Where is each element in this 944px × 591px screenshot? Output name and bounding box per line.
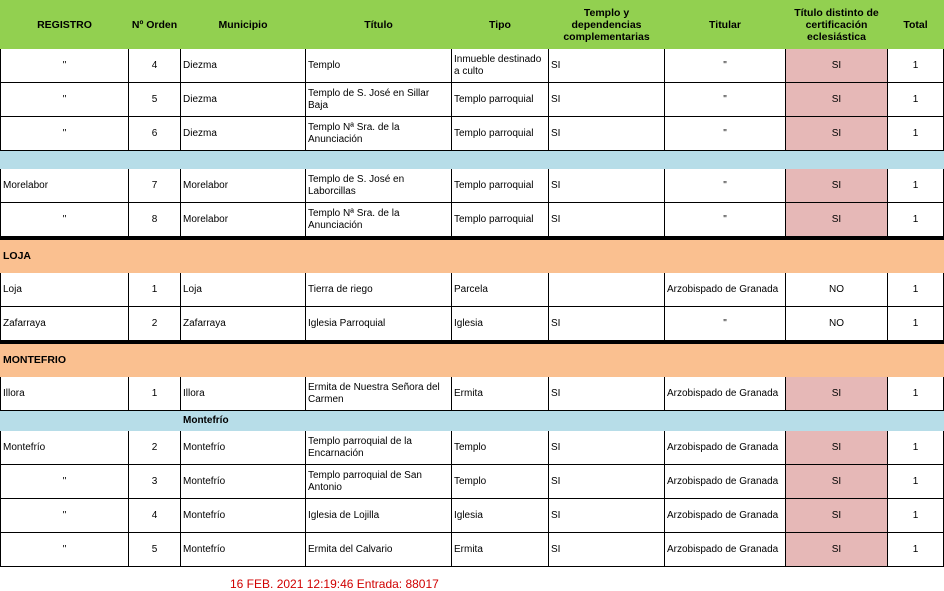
blue-separator-cell <box>665 151 786 169</box>
subheader-montefrio-cell: Montefrío <box>181 411 306 431</box>
cell-cert: SI <box>786 431 888 465</box>
section-montefrio-cell <box>665 342 786 377</box>
cell-municipio: Loja <box>181 273 306 307</box>
subheader-montefrio-cell <box>306 411 452 431</box>
blue-separator-cell <box>1 151 129 169</box>
cell-tipo: Templo parroquial <box>452 117 549 151</box>
cell-orden: 5 <box>129 83 181 117</box>
cell-registro: " <box>1 49 129 83</box>
cell-registro: " <box>1 117 129 151</box>
cell-total: 1 <box>888 169 944 203</box>
cell-titulo: Templo de S. José en Sillar Baja <box>306 83 452 117</box>
cell-registro: " <box>1 465 129 499</box>
cell-orden: 3 <box>129 465 181 499</box>
subheader-montefrio-cell <box>452 411 549 431</box>
cell-templo <box>549 273 665 307</box>
cell-titulo: Templo Nª Sra. de la Anunciación <box>306 117 452 151</box>
cell-tipo: Iglesia <box>452 499 549 533</box>
section-montefrio-cell: MONTEFRIO <box>1 342 129 377</box>
cell-titular: Arzobispado de Granada <box>665 533 786 567</box>
cell-total: 1 <box>888 377 944 411</box>
cell-titular: Arzobispado de Granada <box>665 465 786 499</box>
cell-registro: Loja <box>1 273 129 307</box>
cell-orden: 2 <box>129 307 181 343</box>
header-titular: Titular <box>665 1 786 49</box>
cell-tipo: Inmueble destinado a culto <box>452 49 549 83</box>
blue-separator-cell <box>306 151 452 169</box>
cell-titulo: Templo de S. José en Laborcillas <box>306 169 452 203</box>
cell-total: 1 <box>888 465 944 499</box>
table-row <box>1 83 944 117</box>
cell-cert: NO <box>786 307 888 343</box>
cell-titular: Arzobispado de Granada <box>665 499 786 533</box>
table-row <box>1 431 944 465</box>
header-municipio: Municipio <box>181 1 306 49</box>
cell-registro: Zafarraya <box>1 307 129 343</box>
cell-orden: 4 <box>129 499 181 533</box>
cell-orden: 8 <box>129 203 181 239</box>
table-row <box>1 117 944 151</box>
table-row <box>1 273 944 307</box>
cell-templo: SI <box>549 49 665 83</box>
cell-orden: 1 <box>129 273 181 307</box>
blue-separator-cell <box>452 151 549 169</box>
cell-municipio: Diezma <box>181 83 306 117</box>
section-montefrio <box>1 342 944 377</box>
cell-total: 1 <box>888 117 944 151</box>
cell-total: 1 <box>888 533 944 567</box>
cell-registro: " <box>1 203 129 239</box>
cell-total: 1 <box>888 203 944 239</box>
section-montefrio-cell <box>306 342 452 377</box>
cell-registro: " <box>1 83 129 117</box>
cell-tipo: Templo <box>452 465 549 499</box>
cell-titulo: Templo parroquial de San Antonio <box>306 465 452 499</box>
cell-titular: Arzobispado de Granada <box>665 431 786 465</box>
cell-templo: SI <box>549 465 665 499</box>
cell-orden: 7 <box>129 169 181 203</box>
cell-registro: Montefrío <box>1 431 129 465</box>
cell-titular: " <box>665 49 786 83</box>
table-row <box>1 169 944 203</box>
section-loja-cell <box>181 238 306 273</box>
cell-orden: 1 <box>129 377 181 411</box>
cell-titulo: Templo Nª Sra. de la Anunciación <box>306 203 452 239</box>
table-row <box>1 377 944 411</box>
cell-registro: Illora <box>1 377 129 411</box>
cell-municipio: Montefrío <box>181 431 306 465</box>
cell-cert: SI <box>786 169 888 203</box>
blue-separator-cell <box>786 151 888 169</box>
header-total: Total <box>888 1 944 49</box>
section-loja-cell <box>129 238 181 273</box>
cell-municipio: Morelabor <box>181 169 306 203</box>
cell-titular: Arzobispado de Granada <box>665 273 786 307</box>
cell-total: 1 <box>888 49 944 83</box>
cell-cert: SI <box>786 83 888 117</box>
entry-stamp: 16 FEB. 2021 12:19:46 Entrada: 88017 <box>230 577 439 591</box>
section-loja-cell <box>786 238 888 273</box>
table-row <box>1 307 944 343</box>
blue-separator <box>1 151 944 169</box>
section-montefrio-cell <box>181 342 306 377</box>
cell-titulo: Templo <box>306 49 452 83</box>
subheader-montefrio-cell <box>129 411 181 431</box>
cell-titulo: Iglesia Parroquial <box>306 307 452 343</box>
cell-cert: SI <box>786 117 888 151</box>
cell-templo: SI <box>549 117 665 151</box>
section-loja-cell <box>306 238 452 273</box>
cell-tipo: Templo parroquial <box>452 203 549 239</box>
cell-titular: " <box>665 203 786 239</box>
blue-separator-cell <box>129 151 181 169</box>
section-loja-cell <box>452 238 549 273</box>
cell-titulo: Ermita de Nuestra Señora del Carmen <box>306 377 452 411</box>
cell-cert: SI <box>786 49 888 83</box>
cell-cert: SI <box>786 499 888 533</box>
table-row <box>1 203 944 239</box>
cell-municipio: Zafarraya <box>181 307 306 343</box>
cell-titular: " <box>665 83 786 117</box>
section-montefrio-cell <box>549 342 665 377</box>
table-row <box>1 465 944 499</box>
header-registro: REGISTRO <box>1 1 129 49</box>
cell-total: 1 <box>888 499 944 533</box>
blue-separator-cell <box>549 151 665 169</box>
cell-titulo: Ermita del Calvario <box>306 533 452 567</box>
cell-titular: Arzobispado de Granada <box>665 377 786 411</box>
cell-cert: SI <box>786 377 888 411</box>
header-tipo: Tipo <box>452 1 549 49</box>
cell-templo: SI <box>549 499 665 533</box>
section-loja-cell <box>888 238 944 273</box>
cell-titular: " <box>665 307 786 343</box>
cell-municipio: Diezma <box>181 49 306 83</box>
cell-tipo: Ermita <box>452 533 549 567</box>
cell-templo: SI <box>549 377 665 411</box>
cell-tipo: Ermita <box>452 377 549 411</box>
table-row <box>1 499 944 533</box>
section-loja <box>1 238 944 273</box>
header-titulo: Título <box>306 1 452 49</box>
subheader-montefrio-cell <box>888 411 944 431</box>
subheader-montefrio-cell <box>665 411 786 431</box>
cell-registro: Morelabor <box>1 169 129 203</box>
cell-municipio: Montefrío <box>181 533 306 567</box>
cell-cert: SI <box>786 203 888 239</box>
cell-cert: SI <box>786 533 888 567</box>
cell-registro: " <box>1 533 129 567</box>
header-row <box>1 1 944 49</box>
cell-total: 1 <box>888 273 944 307</box>
cell-templo: SI <box>549 83 665 117</box>
cell-municipio: Diezma <box>181 117 306 151</box>
cell-cert: NO <box>786 273 888 307</box>
cell-tipo: Templo parroquial <box>452 169 549 203</box>
header-certificacion: Título distinto de certificación eclesiástica <box>786 1 888 49</box>
cell-titular: " <box>665 117 786 151</box>
cell-total: 1 <box>888 307 944 343</box>
cell-templo: SI <box>549 307 665 343</box>
cell-titulo: Tierra de riego <box>306 273 452 307</box>
cell-total: 1 <box>888 431 944 465</box>
cell-orden: 6 <box>129 117 181 151</box>
table-body <box>1 49 944 567</box>
cell-tipo: Iglesia <box>452 307 549 343</box>
header-orden: Nº Orden <box>129 1 181 49</box>
cell-titular: " <box>665 169 786 203</box>
subheader-montefrio-cell <box>549 411 665 431</box>
cell-orden: 5 <box>129 533 181 567</box>
subheader-montefrio-cell <box>786 411 888 431</box>
subheader-montefrio <box>1 411 944 431</box>
header-templo: Templo y dependencias complementarias <box>549 1 665 49</box>
cell-municipio: Montefrío <box>181 499 306 533</box>
cell-orden: 2 <box>129 431 181 465</box>
cell-titulo: Iglesia de Lojilla <box>306 499 452 533</box>
subheader-montefrio-cell <box>1 411 129 431</box>
blue-separator-cell <box>888 151 944 169</box>
cell-municipio: Montefrío <box>181 465 306 499</box>
cell-tipo: Templo <box>452 431 549 465</box>
cell-registro: " <box>1 499 129 533</box>
cell-orden: 4 <box>129 49 181 83</box>
table-row <box>1 533 944 567</box>
cell-total: 1 <box>888 83 944 117</box>
cell-templo: SI <box>549 203 665 239</box>
section-loja-cell <box>665 238 786 273</box>
section-montefrio-cell <box>888 342 944 377</box>
cell-tipo: Parcela <box>452 273 549 307</box>
cell-cert: SI <box>786 465 888 499</box>
blue-separator-cell <box>181 151 306 169</box>
section-loja-cell: LOJA <box>1 238 129 273</box>
cell-municipio: Illora <box>181 377 306 411</box>
section-montefrio-cell <box>129 342 181 377</box>
section-loja-cell <box>549 238 665 273</box>
cell-templo: SI <box>549 169 665 203</box>
cell-templo: SI <box>549 533 665 567</box>
cell-municipio: Morelabor <box>181 203 306 239</box>
cell-templo: SI <box>549 431 665 465</box>
section-montefrio-cell <box>452 342 549 377</box>
section-montefrio-cell <box>786 342 888 377</box>
table-row <box>1 49 944 83</box>
cell-titulo: Templo parroquial de la Encarnación <box>306 431 452 465</box>
cell-tipo: Templo parroquial <box>452 83 549 117</box>
